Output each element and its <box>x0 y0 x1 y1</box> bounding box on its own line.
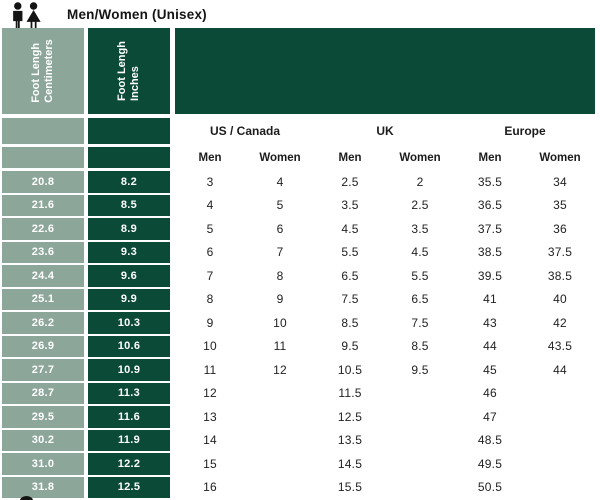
europe-women-cell: 37.5 <box>547 245 573 260</box>
cm-cell: 26.2 <box>2 312 84 334</box>
europe-men-cell: 45 <box>483 362 497 377</box>
table-row <box>0 242 600 264</box>
table-row <box>0 312 600 334</box>
spacer-cell-cm <box>2 118 84 144</box>
uk-men-cell: 4.5 <box>341 221 359 236</box>
uk-women-cell: 8.5 <box>411 339 429 354</box>
europe-women-cell <box>525 430 595 452</box>
table-row <box>0 195 600 217</box>
inches-cell: 12.2 <box>88 453 170 475</box>
us-women-header: Women <box>259 151 301 164</box>
europe-men-cell: 49.5 <box>477 456 503 471</box>
us-men-cell: 6 <box>206 245 214 260</box>
cm-cell: 27.7 <box>2 359 84 381</box>
table-row <box>0 406 600 428</box>
us-women-cell: 6 <box>276 221 284 236</box>
uk-men-cell: 9.5 <box>341 339 359 354</box>
table-row <box>0 453 600 475</box>
uk-women-cell <box>385 453 455 475</box>
us-women-cell: 11 <box>273 339 287 354</box>
europe-men-cell: 44 <box>483 339 497 354</box>
uk-men-cell: 15.5 <box>337 480 363 495</box>
cm-cell: 30.2 <box>2 430 84 452</box>
us-women-cell <box>245 477 315 499</box>
uk-women-header: Women <box>399 151 441 164</box>
europe-men-cell: 47 <box>483 409 497 424</box>
uk-men-cell: 7.5 <box>341 292 359 307</box>
europe-men-cell: 50.5 <box>477 480 503 495</box>
us-men-cell: 10 <box>203 339 217 354</box>
us-women-cell: 5 <box>276 198 284 213</box>
cm-cell: 29.5 <box>2 406 84 428</box>
gender-header-row <box>0 147 600 168</box>
us-men-cell: 14 <box>203 433 217 448</box>
europe-women-cell <box>525 453 595 475</box>
us-women-cell: 12 <box>273 362 287 377</box>
uk-men-cell: 10.5 <box>337 362 363 377</box>
uk-women-cell: 6.5 <box>411 292 429 307</box>
table-row <box>0 265 600 287</box>
header-foot-length-centimeters-label: Foot Lengh Centimeters <box>29 39 55 103</box>
table-row <box>0 477 600 499</box>
us-men-cell: 11 <box>203 362 217 377</box>
cm-cell: 22.6 <box>2 218 84 240</box>
region-uk: UK <box>376 124 394 138</box>
uk-men-cell: 8.5 <box>341 315 359 330</box>
europe-women-cell: 42 <box>553 315 567 330</box>
europe-women-cell: 40 <box>553 292 567 307</box>
us-men-header: Men <box>198 151 222 164</box>
inches-cell: 10.3 <box>88 312 170 334</box>
header-green-band <box>175 28 595 114</box>
cm-cell: 21.6 <box>2 195 84 217</box>
uk-women-cell <box>385 383 455 405</box>
header-foot-length-centimeters <box>2 28 84 114</box>
us-women-cell: 4 <box>276 174 284 189</box>
cm-cell: 20.8 <box>2 171 84 193</box>
page-title: Men/Women (Unisex) <box>67 6 207 22</box>
us-men-cell: 9 <box>206 315 214 330</box>
uk-women-cell <box>385 430 455 452</box>
europe-men-cell: 48.5 <box>477 433 503 448</box>
uk-men-cell: 13.5 <box>337 433 363 448</box>
cm-cell: 31.8 <box>2 477 84 499</box>
table-row <box>0 359 600 381</box>
rotated-header-row <box>0 28 600 114</box>
uk-women-cell: 4.5 <box>411 245 429 260</box>
us-men-cell: 7 <box>206 268 214 283</box>
inches-cell: 11.3 <box>88 383 170 405</box>
europe-men-cell: 38.5 <box>477 245 503 260</box>
table-row <box>0 336 600 358</box>
inches-cell: 8.9 <box>88 218 170 240</box>
uk-men-cell: 2.5 <box>341 174 359 189</box>
europe-men-cell: 36.5 <box>477 198 503 213</box>
europe-men-cell: 39.5 <box>477 268 503 283</box>
uk-women-cell: 9.5 <box>411 362 429 377</box>
title-bar <box>0 0 600 28</box>
europe-women-cell <box>525 406 595 428</box>
region-us-canada: US / Canada <box>209 124 281 138</box>
spacer-cell-inches <box>88 147 170 168</box>
europe-women-cell: 44 <box>553 362 567 377</box>
uk-men-cell: 14.5 <box>337 456 363 471</box>
uk-men-cell: 11.5 <box>338 386 362 401</box>
header-foot-length-inches-label: Foot Lengh Inches <box>116 41 141 101</box>
region-europe: Europe <box>504 124 546 138</box>
europe-men-cell: 41 <box>483 292 497 307</box>
europe-women-cell: 35 <box>553 198 567 213</box>
us-women-cell: 9 <box>276 292 284 307</box>
cm-cell: 24.4 <box>2 265 84 287</box>
europe-women-header: Women <box>539 151 581 164</box>
uk-men-header: Men <box>338 151 362 164</box>
uk-women-cell: 2.5 <box>411 198 429 213</box>
us-women-cell <box>245 430 315 452</box>
europe-men-cell: 43 <box>483 315 497 330</box>
inches-cell: 9.6 <box>88 265 170 287</box>
uk-women-cell: 3.5 <box>411 221 429 236</box>
europe-women-cell: 43.5 <box>547 339 573 354</box>
us-women-cell: 7 <box>276 245 284 260</box>
us-men-cell: 8 <box>206 292 214 307</box>
uk-women-cell: 5.5 <box>411 268 429 283</box>
uk-men-cell: 3.5 <box>341 198 359 213</box>
uk-men-cell: 12.5 <box>337 409 363 424</box>
men-women-icon <box>8 2 48 28</box>
europe-men-cell: 46 <box>483 386 497 401</box>
table-row <box>0 171 600 193</box>
region-header-row <box>0 118 600 144</box>
inches-cell: 9.9 <box>88 289 170 311</box>
inches-cell: 8.5 <box>88 195 170 217</box>
inches-cell: 11.6 <box>88 406 170 428</box>
europe-women-cell <box>525 477 595 499</box>
us-men-cell: 5 <box>206 221 214 236</box>
table-body <box>0 171 600 498</box>
europe-men-header: Men <box>478 151 502 164</box>
europe-women-cell: 36 <box>553 221 567 236</box>
us-men-cell: 15 <box>203 456 217 471</box>
table-row <box>0 289 600 311</box>
cutoff-next-icon <box>20 496 33 500</box>
us-women-cell <box>245 406 315 428</box>
europe-women-cell: 34 <box>553 174 567 189</box>
cm-cell: 31.0 <box>2 453 84 475</box>
us-men-cell: 3 <box>206 174 214 189</box>
uk-men-cell: 5.5 <box>341 245 359 260</box>
cm-cell: 25.1 <box>2 289 84 311</box>
uk-women-cell: 7.5 <box>411 315 429 330</box>
europe-men-cell: 35.5 <box>477 174 503 189</box>
europe-women-cell <box>525 383 595 405</box>
table-row <box>0 430 600 452</box>
us-men-cell: 13 <box>203 409 217 424</box>
spacer-cell-cm <box>2 147 84 168</box>
us-women-cell <box>245 383 315 405</box>
cm-cell: 28.7 <box>2 383 84 405</box>
inches-cell: 11.9 <box>88 430 170 452</box>
us-women-cell: 10 <box>273 315 287 330</box>
inches-cell: 12.5 <box>88 477 170 499</box>
header-foot-length-inches <box>88 28 170 114</box>
us-women-cell <box>245 453 315 475</box>
cm-cell: 26.9 <box>2 336 84 358</box>
europe-women-cell: 38.5 <box>547 268 573 283</box>
uk-women-cell <box>385 406 455 428</box>
spacer-cell-inches <box>88 118 170 144</box>
table-row <box>0 383 600 405</box>
us-men-cell: 4 <box>206 198 214 213</box>
inches-cell: 10.6 <box>88 336 170 358</box>
inches-cell: 8.2 <box>88 171 170 193</box>
uk-men-cell: 6.5 <box>341 268 359 283</box>
table-row <box>0 218 600 240</box>
inches-cell: 10.9 <box>88 359 170 381</box>
uk-women-cell <box>385 477 455 499</box>
uk-women-cell: 2 <box>416 174 424 189</box>
europe-men-cell: 37.5 <box>477 221 503 236</box>
us-women-cell: 8 <box>276 268 284 283</box>
inches-cell: 9.3 <box>88 242 170 264</box>
cm-cell: 23.6 <box>2 242 84 264</box>
us-men-cell: 16 <box>203 480 217 495</box>
us-men-cell: 12 <box>203 386 217 401</box>
